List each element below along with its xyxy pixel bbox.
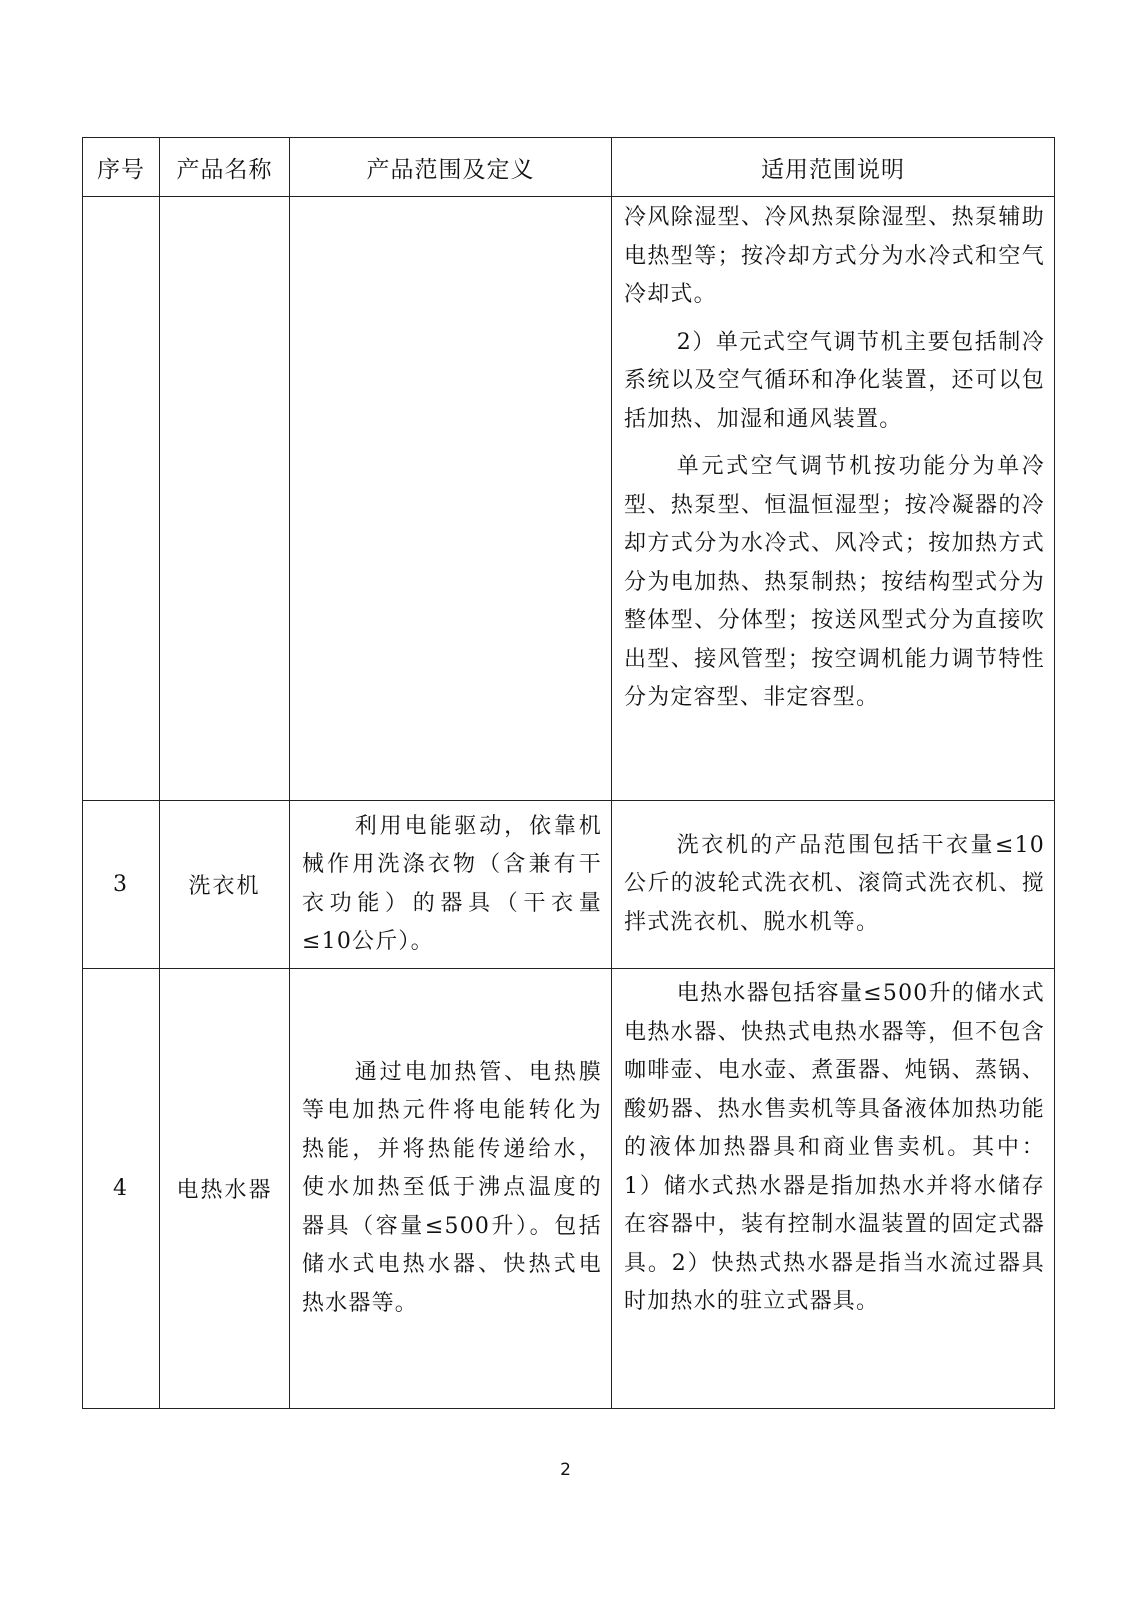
scope-text: 电热水器包括容量≤500升的储水式电热水器、快热式电热水器等，但不包含咖啡壶、电水壶、煮蛋器、炖锅、蒸锅、酸奶器、热水售卖机等具备液体加热功能的液体加热器具和商业售卖机。其中：1）储水式热水器是指加热水并将水储存在容器中，装有控制水温装置的固定式器具。2）快热式热水器是指当水流过器具时加热水的驻立式器具。 — [624, 981, 1045, 1314]
scope-paragraph: 单元式空气调节机按功能分为单冷型、热泵型、恒温恒湿型；按冷凝器的冷却方式分为水冷式、风冷式；按加热方式分为电加热、热泵制热；按结构型式分为整体型、分体型；按送风型式分为直接吹出型、接风管型；按空调机能力调节特性分为定容型、非定容型。 — [624, 454, 1045, 710]
scope-paragraph: 2）单元式空气调节机主要包括制冷系统以及空气循环和净化装置，还可以包括加热、加湿和通风装置。 — [624, 329, 1045, 432]
scope-cell — [612, 197, 1055, 801]
product-name-cell: 洗衣机 — [160, 801, 290, 969]
table-header-row — [83, 138, 1055, 197]
definition-text: 通过电加热管、电热膜等电加热元件将电能转化为热能，并将热能传递给水，使水加热至低于沸点温度的器具（容量≤500升）。包括储水式电热水器、快热式电热水器等。 — [302, 1059, 602, 1316]
definition-cell — [290, 801, 612, 969]
definition-cell — [290, 969, 612, 1409]
scope-cell — [612, 969, 1055, 1409]
row-number-cell — [83, 197, 160, 801]
scope-cell — [612, 801, 1055, 969]
definition-cell — [290, 197, 612, 801]
header-definition: 产品范围及定义 — [290, 138, 612, 197]
header-scope-notes: 适用范围说明 — [612, 138, 1055, 197]
row-number-cell: 4 — [83, 969, 160, 1409]
header-serial-number: 序号 — [83, 138, 160, 197]
scope-paragraph: 冷风除湿型、冷风热泵除湿型、热泵辅助电热型等；按冷却方式分为水冷式和空气冷却式。 — [624, 205, 1045, 307]
table-row — [83, 801, 1055, 969]
definition-text: 利用电能驱动，依靠机械作用洗涤衣物（含兼有干衣功能）的器具（干衣量≤10公斤）。 — [302, 813, 602, 954]
product-name-cell: 电热水器 — [160, 969, 290, 1409]
header-product-name: 产品名称 — [160, 138, 290, 197]
table-row — [83, 197, 1055, 801]
row-number-cell: 3 — [83, 801, 160, 969]
scope-text: 洗衣机的产品范围包括干衣量≤10公斤的波轮式洗衣机、滚筒式洗衣机、搅拌式洗衣机、脱水机等。 — [624, 832, 1045, 935]
page-number: 2 — [560, 1460, 571, 1480]
product-name-cell — [160, 197, 290, 801]
table-row — [83, 969, 1055, 1409]
product-scope-table — [82, 137, 1055, 1409]
